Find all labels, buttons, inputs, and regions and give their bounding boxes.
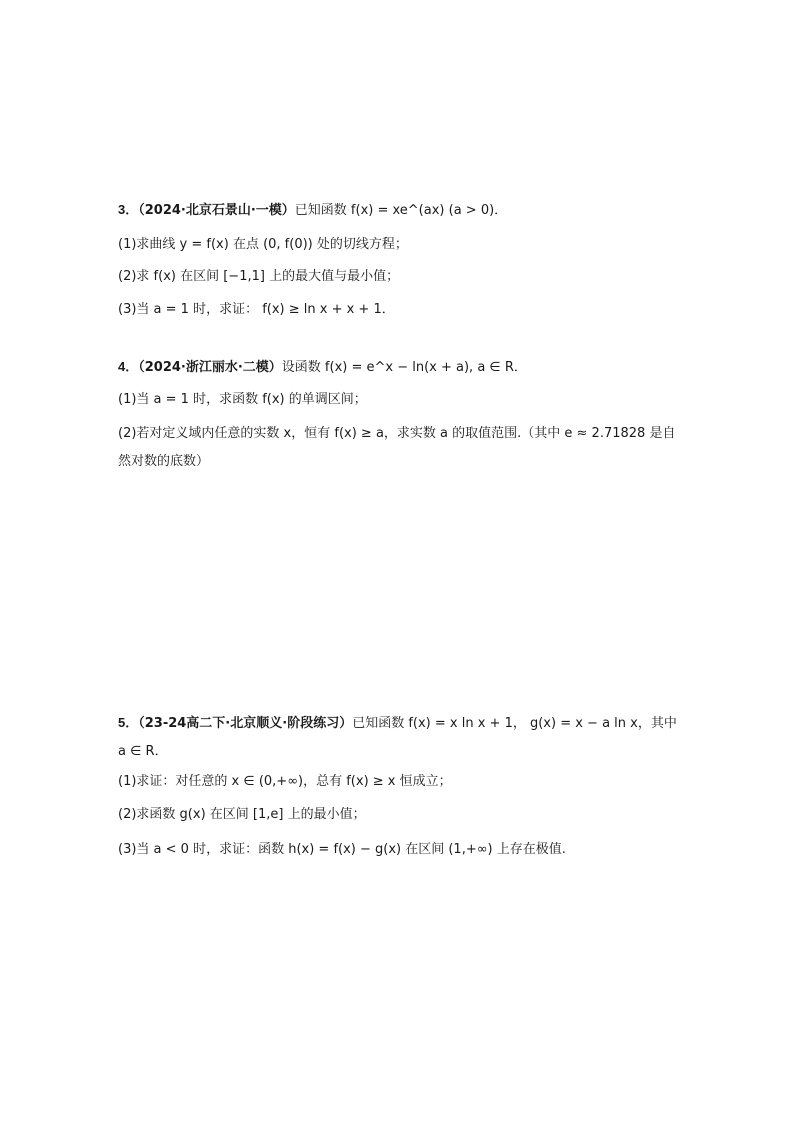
problem-4-header [118,357,688,378]
problem-5-part-3: (3)当 a < 0 时，求证：函数 h(x) = f(x) − g(x) 在区间 (1,+∞) 上存在极值. [118,842,566,857]
problem-number: 5． [118,715,139,730]
problem-stem: 设函数 f(x) = e^x − ln(x + a), a ∈ R． [281,360,527,375]
problem-4-part-2: (2)若对定义域内任意的实数 x，恒有 f(x) ≥ a，求实数 a 的取值范围.（其中 e ≈ 2.71828 是自然对数的底数） [118,426,676,469]
problem-number: 3． [118,202,139,217]
problem-5-part-1: (1)求证：对任意的 x ∈ (0,+∞)，总有 f(x) ≥ x 恒成立； [118,774,452,789]
problem-5-part-2: (2)求函数 g(x) 在区间 [1,e] 上的最小值； [118,807,366,822]
problem-stem: 已知函数 f(x) = x ln x + 1， g(x) = x − a ln x，其中 a ∈ R． [118,716,677,759]
problem-3-part-3: (3)当 a = 1 时，求证： f(x) ≥ ln x + x + 1． [118,302,395,317]
problem-3-part-2: (2)求 f(x) 在区间 [−1,1] 上的最大值与最小值； [118,269,400,284]
problem-source: （2024·浙江丽水·二模） [138,360,282,375]
problem-number: 4． [118,359,139,374]
problem-3-header [118,200,688,221]
problem-4-part-1: (1)当 a = 1 时，求函数 f(x) 的单调区间； [118,392,367,407]
problem-source: （23-24高二下·北京顺义·阶段练习） [138,716,353,731]
problem-stem: 已知函数 f(x) = xe^(ax) (a > 0)． [294,203,508,218]
problem-source: （2024·北京石景山·一模） [138,203,295,218]
problem-3-part-1: (1)求曲线 y = f(x) 在点 (0, f(0)) 处的切线方程； [118,237,408,252]
problem-5-header [118,709,688,766]
